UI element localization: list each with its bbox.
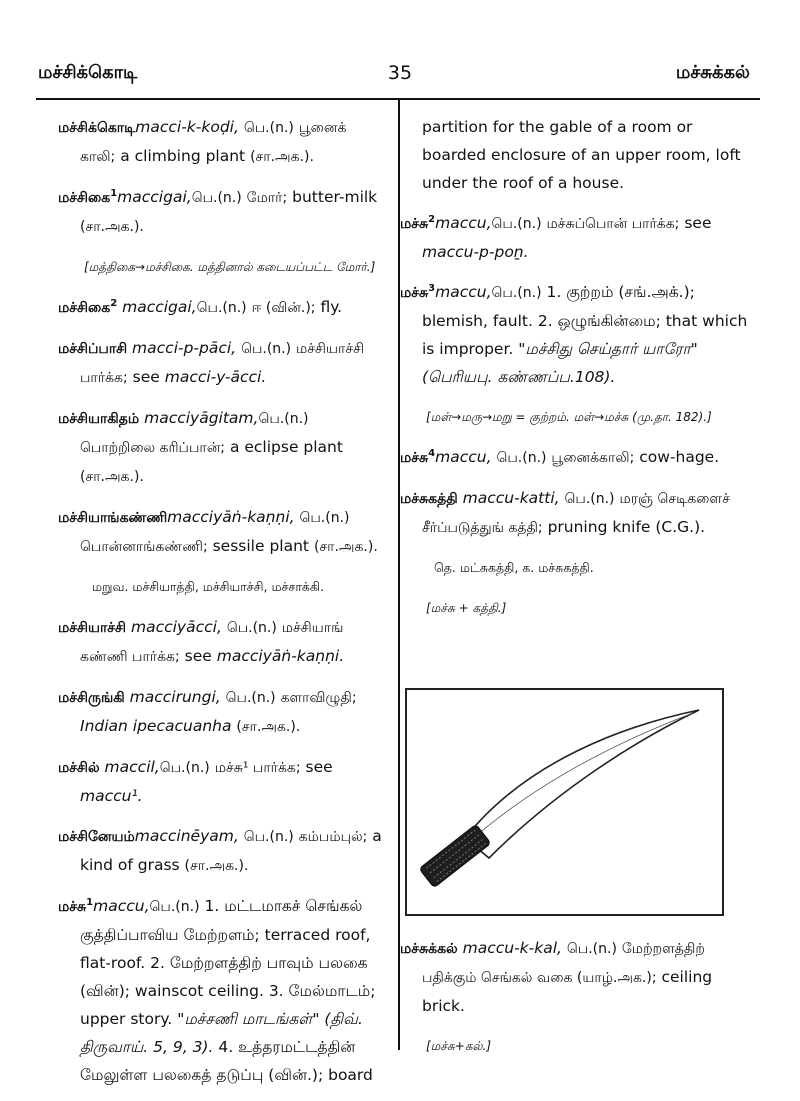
transliteration: macciyāṅ-kaṇṇi,	[167, 508, 295, 526]
part-of-speech: பெ.(n.)	[566, 941, 617, 957]
transliteration: maccu,	[435, 214, 492, 232]
english-gloss: butter-milk	[292, 188, 378, 206]
sense-number: 2	[110, 297, 118, 309]
headword: மச்சிருங்கி	[58, 690, 125, 706]
entry-macci-p-paci	[58, 334, 386, 392]
headword: மச்சு	[58, 899, 87, 915]
source: (சா.அக.).	[236, 719, 301, 735]
tamil-gloss: பூனைக்காலி;	[551, 450, 635, 466]
english-gloss: a eclipse plant	[229, 438, 343, 456]
english-gloss: fly.	[320, 298, 343, 316]
headword: மச்சியாச்சி	[58, 620, 127, 636]
sense-number: 1	[110, 187, 118, 199]
headword: மச்சுக்கல்	[400, 941, 458, 957]
tamil-gloss: மோர்;	[246, 190, 288, 206]
sense-2: 2. ஒழுங்கின்மை; that which is improper.	[422, 312, 748, 358]
entry-maccineyam	[58, 822, 386, 880]
etymology-note: [மள்→மரு→மறு = குற்றம். மள்→மச்சு (மு.தா. 182).]	[426, 410, 712, 424]
tamil-gloss: மச்சியாங் கண்ணி பார்க்க;	[80, 620, 344, 665]
see-label: see	[132, 368, 160, 386]
headword: மச்சு	[400, 216, 429, 232]
tamil-gloss: மேற்றளத்திற் பதிக்கும் செங்கல் வகை (யாழ்.அக.);	[422, 941, 705, 986]
transliteration: macciyāgitam,	[144, 409, 259, 427]
headword: மச்சில்	[58, 760, 100, 776]
entry-macciyan-kanni	[58, 503, 386, 561]
transliteration: macciyācci,	[130, 618, 222, 636]
english-gloss: pruning knife	[547, 518, 651, 536]
part-of-speech: பெ.(n.)	[491, 285, 542, 301]
source: (சா.அக.).	[80, 469, 144, 485]
tamil-gloss: கம்பம்புல்;	[298, 829, 368, 845]
english-gloss: a kind of grass	[80, 827, 382, 874]
source: (சா.அக.).	[80, 219, 144, 235]
entry-macci-k-kodi	[58, 113, 386, 171]
sense-2: 2. மேற்றளத்திற் பாவும் பலகை (வின்); wainscot ceiling.	[80, 954, 368, 1000]
entry-maccil	[58, 753, 386, 810]
entry-maccu-3	[400, 278, 752, 391]
sense-number: 3	[428, 282, 436, 294]
english-gloss: cow-hage.	[639, 448, 720, 466]
entry-continuation: partition for the gable of a room or boarded enclosure of an upper room, loft under the roof of a house.	[422, 118, 741, 192]
left-column	[58, 113, 386, 1101]
see-label: see	[184, 647, 212, 665]
page-number: 35	[387, 62, 413, 84]
see-label: see	[305, 758, 333, 776]
part-of-speech: பெ.(n.)	[496, 450, 547, 466]
transliteration: maccu-katti,	[462, 489, 560, 507]
transliteration: maccigai,	[117, 188, 192, 206]
part-of-speech: பெ.(n.)	[191, 190, 242, 206]
cross-reference: macci-y-ācci.	[164, 368, 267, 386]
tamil-gloss: பூனைக் காலி;	[80, 120, 347, 165]
entry-maccu-1	[58, 892, 386, 1089]
headword: மச்சிக்கொடி	[58, 120, 136, 136]
entry-maccigai-2	[58, 293, 386, 322]
transliteration: macci-k-koḍi,	[135, 118, 239, 136]
right-column	[400, 113, 752, 634]
headword: மச்சியாங்கண்ணி	[58, 510, 168, 526]
transliteration: maccirungi,	[129, 688, 221, 706]
headword: மச்சிப்பாசி	[58, 341, 128, 357]
headword: மச்சு	[400, 285, 429, 301]
etymology-note: [மச்சு+கல்.]	[426, 1039, 491, 1053]
tamil-gloss: ஈ (வின்.);	[251, 300, 316, 316]
tamil-gloss: மரஞ் செடிகளைச் சீர்ப்படுத்துங் கத்தி;	[422, 491, 730, 536]
cognate-forms: தெ. மட்சுகத்தி, க. மச்சுகத்தி.	[434, 560, 594, 575]
part-of-speech: பெ.(n.)	[241, 341, 292, 357]
part-of-speech: பெ.(n.)	[491, 216, 542, 232]
transliteration: macci-p-pāci,	[132, 339, 237, 357]
headword: மச்சிகை	[58, 190, 111, 206]
sense-number: 2	[428, 213, 436, 225]
entry-macciyacci	[58, 613, 386, 671]
variant-forms: மறுவ. மச்சியாத்தி, மச்சியாச்சி, மச்சாக்கி.	[92, 579, 325, 594]
transliteration: maccil,	[104, 758, 160, 776]
cross-reference: maccu-p-poṉ.	[422, 243, 529, 261]
see-label: see	[684, 214, 712, 232]
sense-1: 1. குற்றம் (சங்.அக்.); blemish, fault.	[422, 283, 695, 330]
transliteration: maccu,	[93, 897, 150, 915]
sense-4: 4. உத்தரமட்டத்தின் மேலுள்ள பலகைத் தடுப்பு (வின்.); board	[80, 1038, 373, 1084]
page-header	[0, 62, 800, 98]
transliteration: maccu,	[435, 283, 492, 301]
part-of-speech: பெ.(n.)	[299, 510, 350, 526]
entry-maccigai-1	[58, 183, 386, 241]
source: (C.G.).	[655, 518, 706, 536]
citation: "மச்சணி மாடங்கள்" (திவ். திருவாய். 5, 9, 3).	[80, 1010, 363, 1056]
tamil-gloss: மச்சியாச்சி பார்க்க;	[80, 341, 365, 386]
tamil-gloss: களாவிழுதி;	[280, 690, 357, 706]
transliteration: maccinēyam,	[134, 827, 239, 845]
headword: மச்சு	[400, 450, 429, 466]
part-of-speech: பெ.(n.)	[258, 411, 309, 427]
pruning-knife-figure	[405, 688, 724, 916]
sense-number: 1	[86, 896, 94, 908]
sense-3: 3. மேல்மாடம்; upper story.	[80, 982, 376, 1028]
english-gloss: sessile plant	[212, 537, 309, 555]
transliteration: maccu-k-kal,	[462, 939, 562, 957]
part-of-speech: பெ.(n.)	[226, 620, 277, 636]
source: (சா.அக.).	[250, 149, 314, 165]
tamil-gloss: மச்சுப்பொன் பார்க்க;	[546, 216, 680, 232]
entry-macciyagitam	[58, 404, 386, 491]
part-of-speech: பெ.(n.)	[564, 491, 615, 507]
source: (சா.அக.).	[313, 539, 378, 555]
citation: "மச்சிது செய்தார் யாரோ" (பெரியபு. கண்ணப்ப.108).	[422, 340, 698, 386]
tamil-gloss: மச்சு¹ பார்க்க;	[214, 760, 301, 776]
etymology-note: [மச்சு + கத்தி.]	[426, 601, 507, 615]
pruning-knife-illustration	[407, 690, 722, 914]
part-of-speech: பெ.(n.)	[243, 829, 294, 845]
left-guide-word: மச்சிக்கொடி	[38, 62, 138, 83]
english-gloss: ceiling brick.	[422, 968, 713, 1015]
headword: மச்சிகை	[58, 300, 111, 316]
entry-maccu-katti	[400, 484, 752, 542]
etymology-note: [மத்திகை→மச்சிகை. மத்தினால் கடையப்பட்ட மோர்.]	[84, 260, 376, 274]
entry-maccu-k-kal	[400, 934, 752, 1020]
entry-maccu-2	[400, 209, 752, 266]
headword: மச்சினேயம்	[58, 829, 135, 845]
sense-number: 4	[428, 447, 436, 459]
right-guide-word: மச்சுக்கல்	[675, 62, 750, 83]
part-of-speech: பெ.(n.)	[225, 690, 276, 706]
transliteration: maccu,	[435, 448, 492, 466]
entry-maccu-4	[400, 443, 752, 472]
right-column-lower	[400, 934, 752, 1072]
english-gloss: Indian ipecacuanha	[80, 717, 232, 735]
part-of-speech: பெ.(n.)	[149, 899, 200, 915]
english-gloss: a climbing plant	[120, 147, 246, 165]
sense-1: 1. மட்டமாகச் செங்கல் குத்திப்பாவிய மேற்றளம்; terraced roof, flat-roof.	[80, 897, 371, 972]
part-of-speech: பெ.(n.)	[196, 300, 247, 316]
source: (சா.அக.).	[184, 858, 249, 874]
headword: மச்சுகத்தி	[400, 491, 458, 507]
cross-reference: macciyāṅ-kaṇṇi.	[216, 647, 345, 665]
entry-maccirungi	[58, 683, 386, 741]
tamil-gloss: பொற்றிலை கரிப்பான்;	[80, 440, 225, 456]
part-of-speech: பெ.(n.)	[159, 760, 210, 776]
part-of-speech: பெ.(n.)	[243, 120, 294, 136]
cross-reference: maccu¹.	[80, 787, 143, 805]
headword: மச்சியாகிதம்	[58, 411, 140, 427]
transliteration: maccigai,	[122, 298, 197, 316]
tamil-gloss: பொன்னாங்கண்ணி;	[80, 539, 208, 555]
